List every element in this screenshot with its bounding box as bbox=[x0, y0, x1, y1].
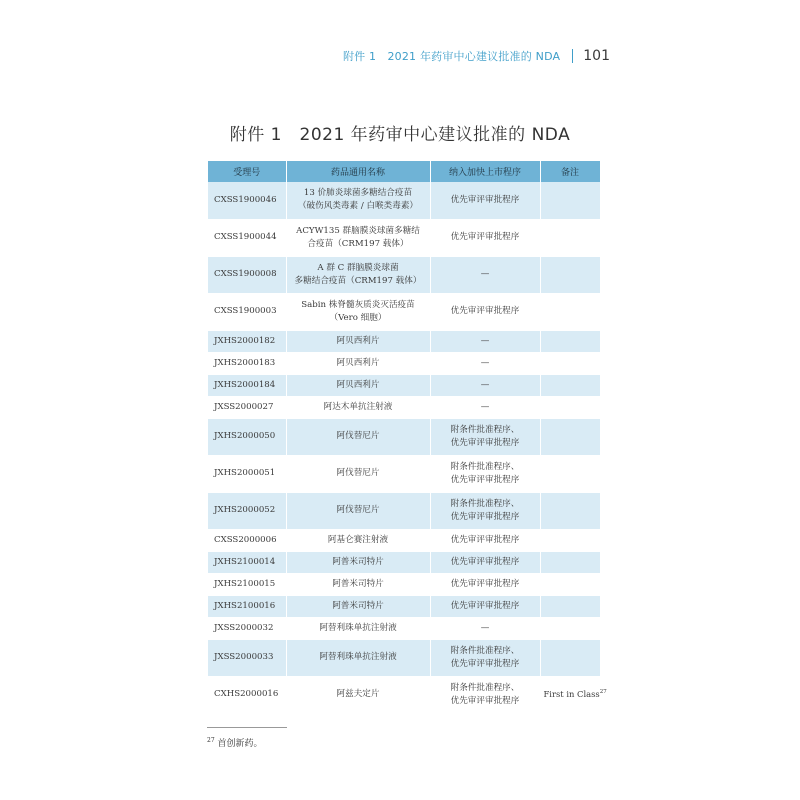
cell-drug-name bbox=[286, 573, 430, 595]
footnote-marker: 27 bbox=[207, 737, 215, 744]
cell-program bbox=[430, 573, 540, 595]
cell-program bbox=[430, 293, 540, 330]
cell-line: Sabin 株脊髓灰质炎灭活疫苗 bbox=[301, 299, 415, 310]
cell-acceptance-number: JXHS2000182 bbox=[208, 330, 286, 352]
table-row bbox=[208, 595, 600, 617]
cell-line: 优先审评审批程序 bbox=[450, 658, 520, 669]
cell-line: 优先审评审批程序 bbox=[450, 306, 520, 316]
table-row bbox=[208, 529, 600, 551]
table-row bbox=[208, 330, 600, 352]
table-row bbox=[208, 639, 600, 676]
cell-program bbox=[430, 396, 540, 418]
cell-line: 多糖结合疫苗（CRM197 载体） bbox=[294, 275, 422, 286]
cell-drug-name bbox=[286, 219, 430, 256]
page-number: 101 bbox=[583, 48, 610, 64]
column-header-id: 受理号 bbox=[208, 161, 286, 182]
cell-line: 阿贝西利片 bbox=[336, 379, 380, 390]
cell-drug-name bbox=[286, 551, 430, 573]
cell-drug-name bbox=[286, 617, 430, 639]
table-row bbox=[208, 293, 600, 330]
cell-drug-name bbox=[286, 676, 430, 713]
cell-drug-name bbox=[286, 492, 430, 529]
cell-line: 阿替利珠单抗注射液 bbox=[319, 622, 397, 633]
column-header-name: 药品通用名称 bbox=[286, 161, 430, 182]
cell-note bbox=[540, 330, 600, 352]
cell-line: 优先审评审批程序 bbox=[450, 534, 520, 545]
cell-acceptance-number: CXHS2000016 bbox=[208, 676, 286, 713]
cell-acceptance-number: JXSS2000032 bbox=[208, 617, 286, 639]
table-row bbox=[208, 617, 600, 639]
table-row bbox=[208, 418, 600, 455]
table-row bbox=[208, 551, 600, 573]
cell-acceptance-number: CXSS1900008 bbox=[208, 256, 286, 293]
cell-note bbox=[540, 396, 600, 418]
cell-acceptance-number: JXHS2100014 bbox=[208, 551, 286, 573]
cell-line: 阿基仑赛注射液 bbox=[327, 534, 389, 545]
cell-note bbox=[540, 293, 600, 330]
cell-program bbox=[430, 455, 540, 492]
cell-acceptance-number: JXSS2000027 bbox=[208, 396, 286, 418]
footnote-rule bbox=[207, 727, 287, 728]
cell-drug-name bbox=[286, 418, 430, 455]
cell-line: — bbox=[480, 379, 490, 390]
cell-acceptance-number: JXHS2000050 bbox=[208, 418, 286, 455]
cell-program bbox=[430, 256, 540, 293]
cell-note bbox=[540, 182, 600, 219]
table-row bbox=[208, 396, 600, 418]
cell-line: — bbox=[480, 335, 490, 346]
cell-drug-name bbox=[286, 256, 430, 293]
table-row bbox=[208, 182, 600, 219]
cell-line: 附条件批准程序、 bbox=[450, 498, 520, 509]
cell-note bbox=[540, 551, 600, 573]
cell-acceptance-number: CXSS1900046 bbox=[208, 182, 286, 219]
cell-drug-name bbox=[286, 293, 430, 330]
cell-program bbox=[430, 418, 540, 455]
cell-note bbox=[540, 573, 600, 595]
cell-line: 阿达木单抗注射液 bbox=[323, 401, 393, 412]
cell-drug-name bbox=[286, 396, 430, 418]
page-title: 附件 1 2021 年药审中心建议批准的 NDA bbox=[229, 125, 571, 145]
cell-note bbox=[540, 617, 600, 639]
table-row bbox=[208, 573, 600, 595]
cell-drug-name bbox=[286, 529, 430, 551]
cell-line: 阿伐替尼片 bbox=[336, 505, 380, 515]
cell-line: A 群 C 群脑膜炎球菌 bbox=[317, 262, 399, 273]
cell-drug-name bbox=[286, 455, 430, 492]
cell-line: 附条件批准程序、 bbox=[450, 682, 520, 693]
cell-line: — bbox=[480, 622, 490, 633]
cell-line: 优先审评审批程序 bbox=[450, 511, 520, 522]
table-body bbox=[208, 182, 607, 713]
footnote-text: 首创新药。 bbox=[214, 739, 263, 749]
cell-line: 合疫苗（CRM197 载体） bbox=[307, 238, 409, 249]
table-row bbox=[208, 374, 600, 396]
cell-line: 阿兹夫定片 bbox=[336, 689, 380, 699]
cell-line: 优先审评审批程序 bbox=[450, 556, 520, 567]
column-header-note: 备注 bbox=[540, 161, 600, 182]
table-row bbox=[208, 492, 600, 529]
cell-line: 附条件批准程序、 bbox=[450, 424, 520, 435]
cell-drug-name bbox=[286, 374, 430, 396]
cell-line: 优先审评审批程序 bbox=[450, 194, 520, 205]
running-header-section: 附件 1 2021 年药审中心建议批准的 NDA bbox=[342, 50, 561, 63]
column-header-program: 纳入加快上市程序 bbox=[430, 161, 540, 182]
cell-line: 阿伐替尼片 bbox=[336, 468, 380, 478]
table-row bbox=[208, 676, 600, 713]
table-row bbox=[208, 455, 600, 492]
cell-note bbox=[540, 639, 600, 676]
cell-line: — bbox=[480, 401, 490, 412]
cell-acceptance-number: JXHS2000183 bbox=[208, 352, 286, 374]
running-header bbox=[343, 48, 610, 64]
cell-line: 优先审评审批程序 bbox=[450, 232, 520, 242]
cell-line: 优先审评审批程序 bbox=[450, 578, 520, 589]
cell-acceptance-number: CXSS1900003 bbox=[208, 293, 286, 330]
cell-line: 阿替利珠单抗注射液 bbox=[319, 652, 397, 662]
cell-line: （Vero 细胞） bbox=[329, 312, 387, 323]
cell-program bbox=[430, 551, 540, 573]
cell-line: — bbox=[480, 357, 490, 368]
cell-program bbox=[430, 330, 540, 352]
table-row bbox=[208, 352, 600, 374]
cell-drug-name bbox=[286, 639, 430, 676]
cell-acceptance-number: JXHS2000184 bbox=[208, 374, 286, 396]
cell-note bbox=[540, 352, 600, 374]
nda-table bbox=[208, 161, 607, 714]
cell-drug-name bbox=[286, 182, 430, 219]
cell-note bbox=[540, 418, 600, 455]
cell-program bbox=[430, 352, 540, 374]
cell-note bbox=[540, 455, 600, 492]
cell-program bbox=[430, 639, 540, 676]
cell-line: 阿伐替尼片 bbox=[336, 431, 380, 441]
cell-note bbox=[540, 374, 600, 396]
cell-program bbox=[430, 617, 540, 639]
cell-drug-name bbox=[286, 330, 430, 352]
running-header-divider bbox=[572, 49, 573, 63]
cell-acceptance-number: JXHS2000052 bbox=[208, 492, 286, 529]
cell-program bbox=[430, 182, 540, 219]
cell-line: （破伤风类毒素 / 白喉类毒素） bbox=[297, 201, 419, 212]
cell-drug-name bbox=[286, 595, 430, 617]
cell-acceptance-number: JXHS2100016 bbox=[208, 595, 286, 617]
cell-acceptance-number: CXSS1900044 bbox=[208, 219, 286, 256]
cell-program bbox=[430, 595, 540, 617]
cell-program bbox=[430, 529, 540, 551]
cell-note bbox=[540, 219, 600, 256]
cell-line: 阿贝西利片 bbox=[336, 357, 380, 368]
cell-line: 阿普米司特片 bbox=[332, 556, 384, 567]
cell-acceptance-number: JXSS2000033 bbox=[208, 639, 286, 676]
cell-line: 优先审评审批程序 bbox=[450, 437, 520, 448]
cell-line: 阿普米司特片 bbox=[332, 600, 384, 611]
cell-line: 阿普米司特片 bbox=[332, 578, 384, 589]
cell-line: 13 价肺炎球菌多糖结合疫苗 bbox=[303, 188, 413, 199]
cell-program bbox=[430, 676, 540, 713]
cell-note bbox=[540, 256, 600, 293]
cell-drug-name bbox=[286, 352, 430, 374]
cell-line: 阿贝西利片 bbox=[336, 335, 380, 346]
cell-line: 附条件批准程序、 bbox=[450, 645, 520, 656]
cell-program bbox=[430, 492, 540, 529]
cell-acceptance-number: JXHS2100015 bbox=[208, 573, 286, 595]
footnote bbox=[207, 736, 263, 749]
cell-line: 优先审评审批程序 bbox=[450, 695, 520, 706]
note-label: First in Class bbox=[543, 689, 600, 700]
note-text bbox=[544, 689, 607, 699]
cell-line: — bbox=[480, 269, 490, 279]
cell-program bbox=[430, 219, 540, 256]
cell-note bbox=[540, 529, 600, 551]
cell-program bbox=[430, 374, 540, 396]
cell-note bbox=[540, 492, 600, 529]
footnote-reference: 27 bbox=[599, 689, 607, 696]
cell-acceptance-number: CXSS2000006 bbox=[208, 529, 286, 551]
cell-note bbox=[540, 595, 600, 617]
table-row bbox=[208, 219, 600, 256]
table-header bbox=[208, 161, 600, 182]
cell-line: 附条件批准程序、 bbox=[450, 461, 520, 472]
cell-line: 优先审评审批程序 bbox=[450, 474, 520, 485]
cell-line: ACYW135 群脑膜炎球菌多糖结 bbox=[296, 225, 420, 236]
cell-acceptance-number: JXHS2000051 bbox=[208, 455, 286, 492]
cell-line: 优先审评审批程序 bbox=[450, 600, 520, 611]
table-row bbox=[208, 256, 600, 293]
cell-note bbox=[540, 676, 607, 713]
